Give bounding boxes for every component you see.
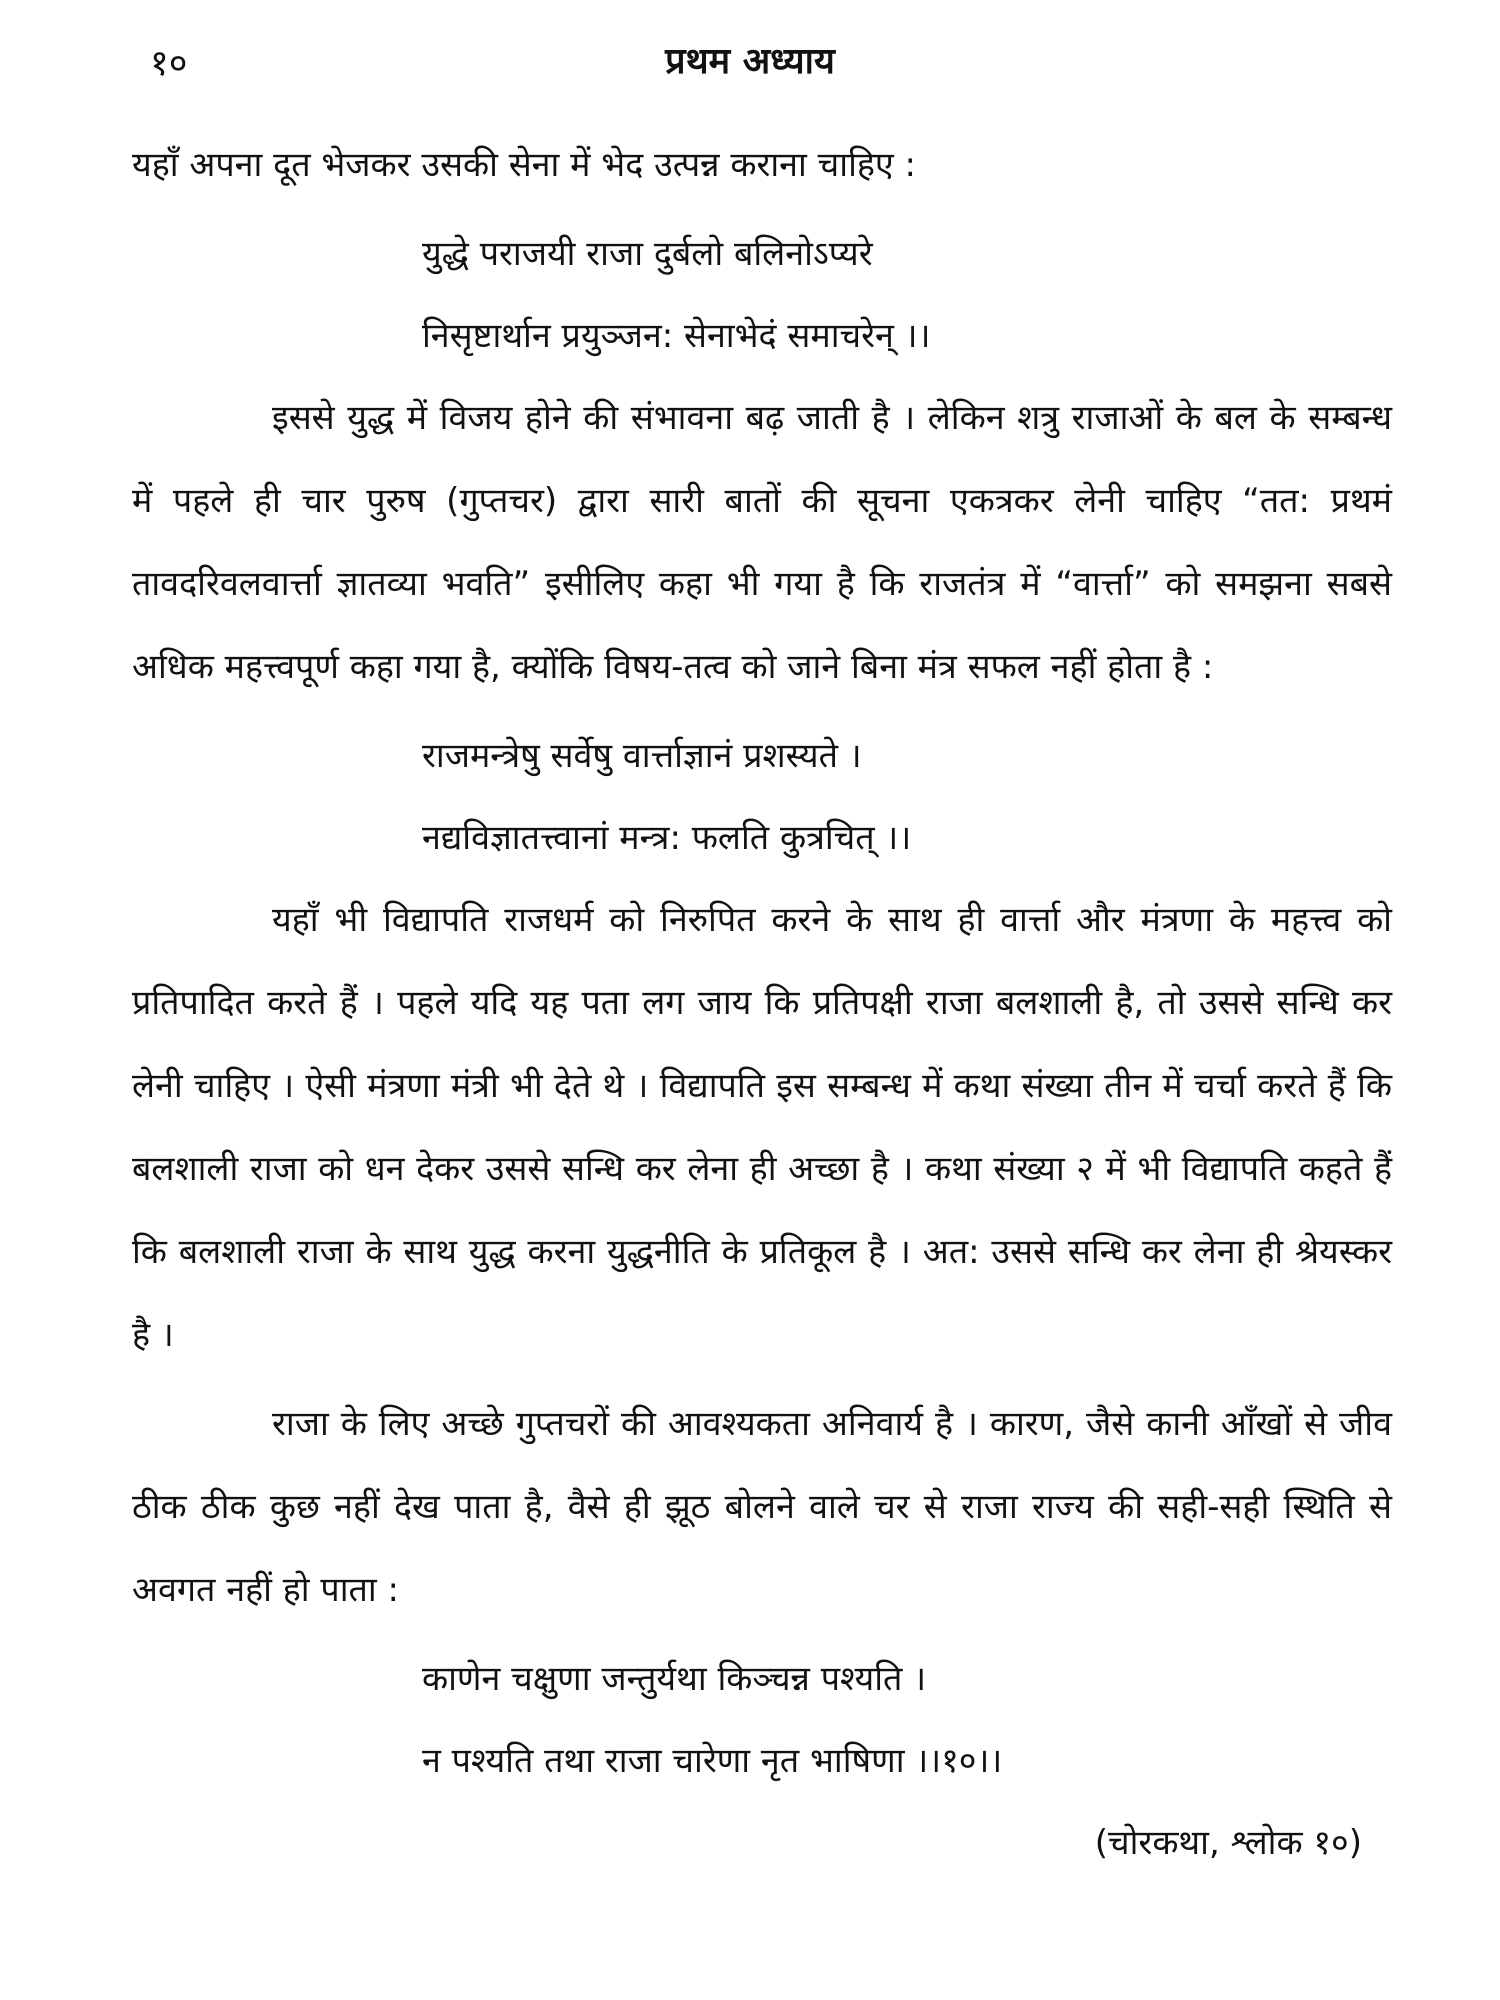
paragraph-2: इससे युद्ध में विजय होने की संभावना बढ़ जाती है । लेकिन शत्रु राजाओं के बल के सम्बन्ध में पहले ही चार पुरुष (गुप्तचर) द्वारा सारी बातों की सूचना एकत्रकर लेनी चाहिए “तत: प्रथमं तावदरिवलवार्त्ता ज्ञातव्या भवति” इसीलिए कहा भी गया है कि राजतंत्र में “वार्त्ता” को समझना सबसे अधिक महत्त्वपूर्ण कहा गया है, क्योंकि विषय-तत्व को जाने बिना मंत्र सफल नहीं होता है : (132, 398, 1392, 687)
verse-block-3 (132, 1638, 1392, 1802)
verse-line: न पश्यति तथा राजा चारेणा नृत भाषिणा ।।१०।। (422, 1741, 1003, 1781)
paragraph-1: यहाँ अपना दूत भेजकर उसकी सेना में भेद उत्पन्न कराना चाहिए : (132, 145, 916, 185)
running-title: प्रथम अध्याय (665, 41, 835, 82)
verse-line: राजमन्त्रेषु सर्वेषु वार्त्ताज्ञानं प्रशस्यते । (422, 736, 862, 776)
verse-block-2 (132, 715, 1392, 879)
verse-line: काणेन चक्षुणा जन्तुर्यथा किञ्चन्न पश्यति । (422, 1659, 927, 1699)
verse-citation: (चोरकथा, श्लोक १०) (1094, 1823, 1362, 1863)
page-number: १० (150, 43, 188, 84)
verse-line: युद्धे पराजयी राजा दुर्बलो बलिनोऽप्यरे (422, 234, 873, 274)
paragraph-4: राजा के लिए अच्छे गुप्तचरों की आवश्यकता अनिवार्य है । कारण, जैसे कानी आँखों से जीव ठीक ठीक कुछ नहीं देख पाता है, वैसे ही झूठ बोलने वाले चर से राजा राज्य की सही-सही स्थिति से अवगत नहीं हो पाता : (132, 1404, 1392, 1610)
verse-block-1 (132, 213, 1392, 377)
page-body (132, 124, 1392, 1884)
verse-line: निसृष्टार्थान प्रयुञ्जन: सेनाभेदं समाचरेन् ।। (422, 316, 931, 356)
paragraph-3: यहाँ भी विद्यापति राजधर्म को निरुपित करने के साथ ही वार्त्ता और मंत्रणा के महत्त्व को प्रतिपादित करते हैं । पहले यदि यह पता लग जाय कि प्रतिपक्षी राजा बलशाली है, तो उससे सन्धि कर लेनी चाहिए । ऐसी मंत्रणा मंत्री भी देते थे । विद्यापति इस सम्बन्ध में कथा संख्या तीन में चर्चा करते हैं कि बलशाली राजा को धन देकर उससे सन्धि कर लेना ही अच्छा है । कथा संख्या २ में भी विद्यापति कहते हैं कि बलशाली राजा के साथ युद्ध करना युद्धनीति के प्रतिकूल है । अत: उससे सन्धि कर लेना ही श्रेयस्कर है । (132, 900, 1392, 1355)
verse-line: नद्यविज्ञातत्त्वानां मन्त्र: फलति कुत्रचित् ।। (422, 818, 912, 858)
